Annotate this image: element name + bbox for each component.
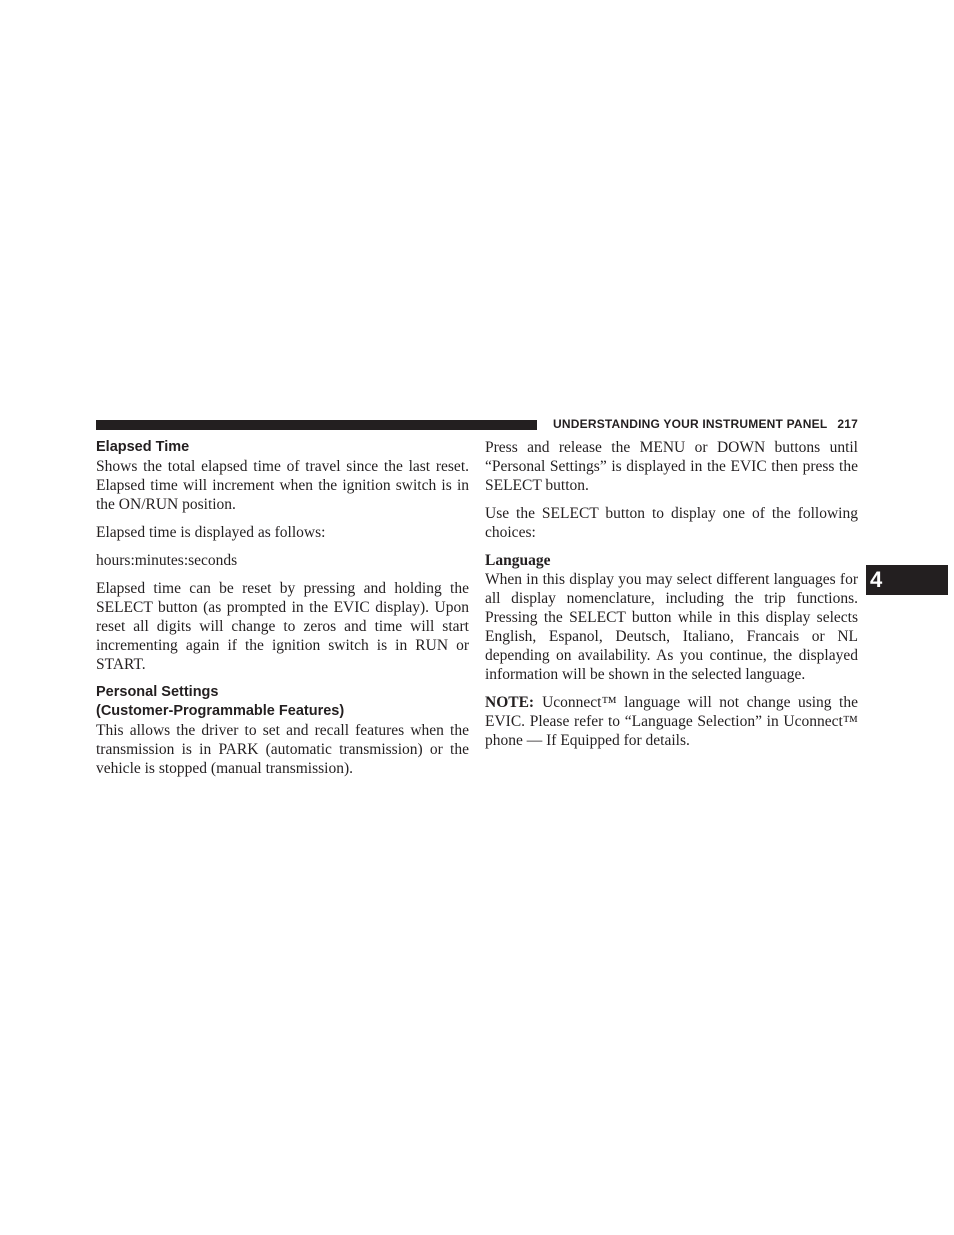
chapter-tab: 4 [866,565,948,595]
personal-settings-heading-line2: (Customer-Programmable Features) [96,703,345,719]
personal-settings-heading-line1: Personal Settings [96,684,219,700]
menu-instructions-paragraph: Press and release the MENU or DOWN buttons until “Personal Settings” is displayed in the EVIC then press the SELECT button. [485,439,858,494]
section-title: UNDERSTANDING YOUR INSTRUMENT PANEL [553,417,828,431]
personal-settings-heading [96,683,469,721]
elapsed-time-paragraph-1: Shows the total elapsed time of travel since the last reset. Elapsed time will increment when the ignition switch is in the ON/RUN position. [96,458,469,513]
elapsed-time-heading: Elapsed Time [96,439,190,455]
language-paragraph: When in this display you may select different languages for all display nomenclature, including the trip functions. Pressing the SELECT button while in this display selects English, Espanol, Deutsch, Italiano, Francais or NL depending on availability. As you continue, the displayed information will be shown in the selected language. [485,571,858,683]
running-header [546,417,858,431]
header-rule [96,420,537,430]
note-text: Uconnect™ language will not change using the EVIC. Please refer to “Language Selection” in Uconnect™ phone — If Equipped for details. [485,694,858,749]
elapsed-time-format: hours:minutes:seconds [96,552,238,569]
note-paragraph [485,693,858,750]
personal-settings-paragraph: This allows the driver to set and recall features when the transmission is in PARK (automatic transmission) or the vehicle is stopped (manual transmission). [96,722,469,777]
elapsed-time-paragraph-4: Elapsed time can be reset by pressing and holding the SELECT button (as prompted in the EVIC display). Upon reset all digits will change to zeros and time will start incrementing again if the ignition switch is in RUN or START. [96,580,469,673]
right-column [485,438,858,759]
language-heading: Language [485,552,551,569]
left-column [96,438,469,787]
note-label: NOTE: [485,694,535,711]
select-instructions-paragraph: Use the SELECT button to display one of the following choices: [485,505,858,541]
elapsed-time-paragraph-2: Elapsed time is displayed as follows: [96,524,326,541]
page-number: 217 [837,417,858,431]
